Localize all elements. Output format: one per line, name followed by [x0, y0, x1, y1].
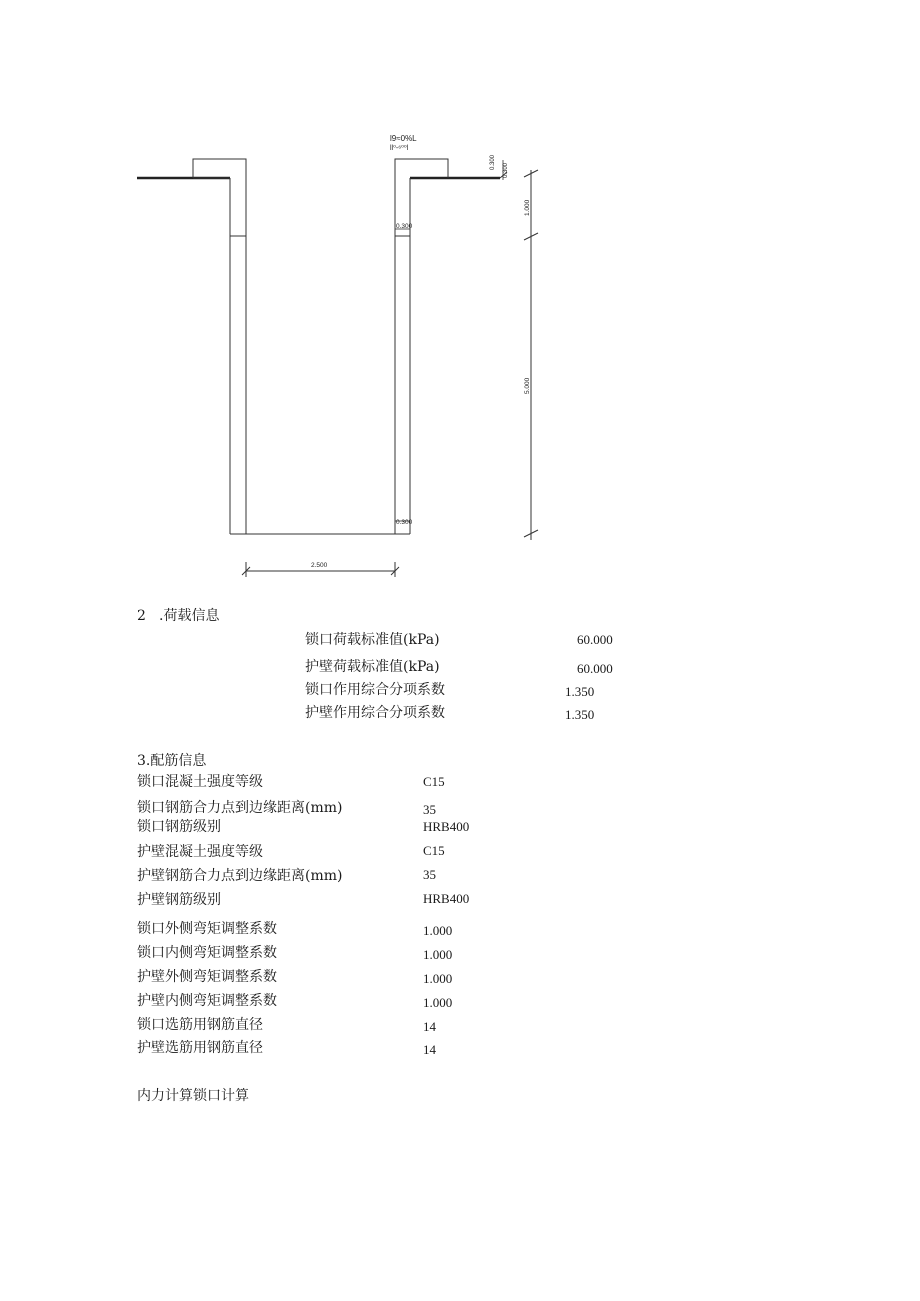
load-section-number: 2: [137, 608, 146, 624]
rebar-row-label: 锁口外侧弯矩调整系数: [137, 921, 277, 937]
rebar-row-label: 护壁选筋用钢筋直径: [137, 1040, 263, 1056]
load-row-label: 护壁荷载标准值(kPa): [305, 659, 440, 675]
load-row-label: 护壁作用综合分项系数: [305, 705, 445, 721]
rebar-section-title: 3.配筋信息: [137, 753, 207, 769]
left-lock-collar: [193, 159, 246, 236]
rebar-row-value: 14: [423, 1019, 436, 1034]
rebar-row-value: C15: [423, 774, 445, 789]
dim-wall-top: 0.300: [396, 223, 413, 230]
top-note-2: ll⁰-⁶⁰⁰l: [390, 145, 409, 152]
load-row-label: 锁口作用综合分项系数: [305, 682, 445, 698]
rebar-row-value: 1.000: [423, 947, 453, 962]
dim-small-2: 0.300: [503, 162, 509, 178]
rebar-row-value: C15: [423, 843, 445, 858]
rebar-row-value: 1.000: [423, 923, 453, 938]
load-row-value: 60.000: [577, 632, 613, 647]
rebar-row-label: 护壁内侧弯矩调整系数: [137, 993, 277, 1009]
rebar-row-label: 锁口混凝土强度等级: [137, 774, 263, 790]
rebar-row-label: 护壁钢筋合力点到边缘距离(mm): [137, 868, 343, 884]
load-row-label: 锁口荷载标准值(kPa): [305, 632, 440, 648]
dim-lock-height: 1.000: [524, 199, 531, 216]
pile-section-drawing: [0, 0, 920, 600]
rebar-row-label: 锁口钢筋合力点到边缘距离(mm): [137, 800, 343, 816]
rebar-row-value: 1.000: [423, 995, 453, 1010]
load-row-value: 1.350: [565, 684, 595, 699]
dim-width: 2.500: [311, 562, 328, 569]
rebar-row-label: 护壁外侧弯矩调整系数: [137, 969, 277, 985]
rebar-row-label: 锁口钢筋级别: [137, 819, 221, 835]
rebar-row-label: 锁口选筋用钢筋直径: [137, 1017, 263, 1033]
rebar-row-value: 35: [423, 802, 436, 817]
dim-small-1: 0.300: [490, 154, 496, 170]
rebar-row-value: 14: [423, 1042, 436, 1057]
internal-force-heading: 内力计算锁口计算: [137, 1088, 249, 1104]
rebar-row-value: 35: [423, 867, 436, 882]
rebar-row-label: 锁口内侧弯矩调整系数: [137, 945, 277, 961]
rebar-row-value: HRB400: [423, 891, 470, 906]
dim-wall-height: 5.000: [524, 377, 531, 394]
rebar-row-value: HRB400: [423, 819, 470, 834]
load-row-value: 1.350: [565, 707, 595, 722]
rebar-row-label: 护壁钢筋级别: [137, 892, 221, 908]
top-note-1: l9≈0%L: [390, 134, 417, 143]
rebar-row-value: 1.000: [423, 971, 453, 986]
rebar-row-label: 护壁混凝土强度等级: [137, 844, 263, 860]
load-row-value: 60.000: [577, 661, 613, 676]
dim-wall-bottom: 0.300: [396, 519, 413, 526]
load-section-title: .荷载信息: [159, 608, 220, 624]
